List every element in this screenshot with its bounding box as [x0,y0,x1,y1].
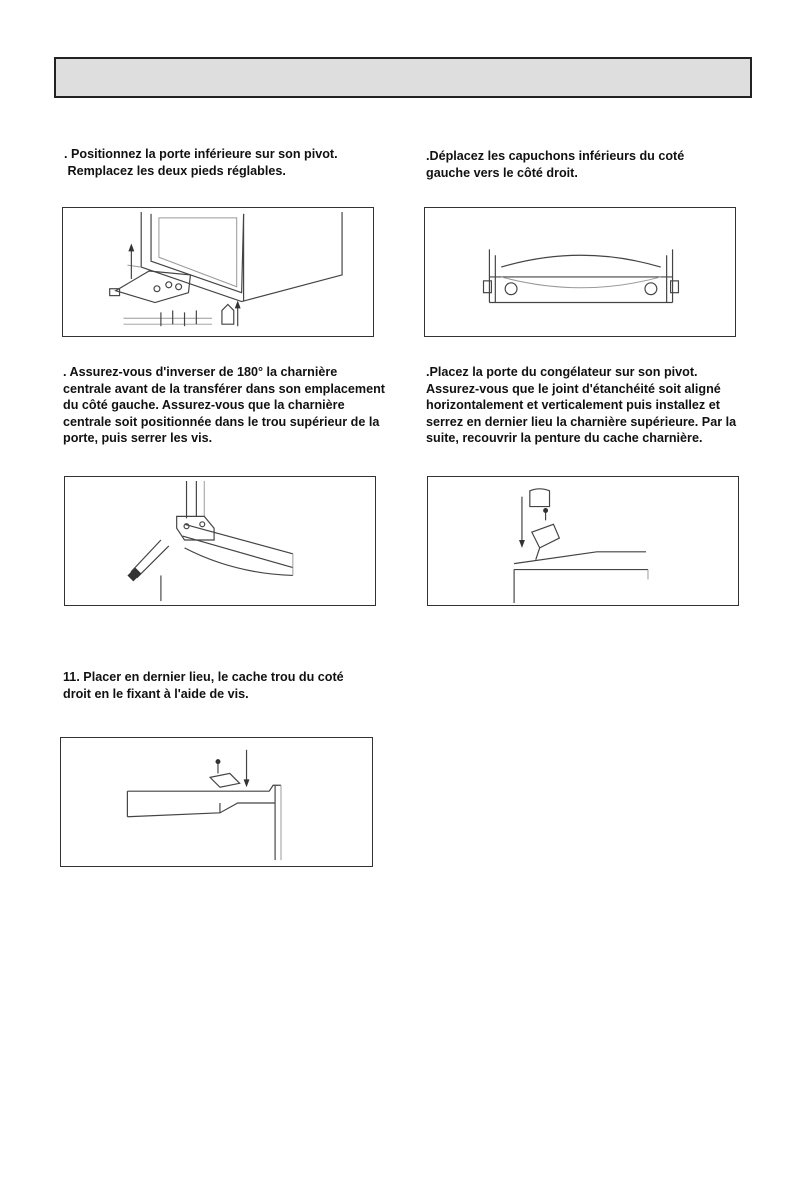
step-line: porte, puis serrer les vis. [63,431,213,445]
step-line: gauche vers le côté droit. [426,165,578,180]
step-line: . Positionnez la porte inférieure sur son pivot. [64,147,338,161]
hole-cover-screw-illustration [60,737,373,867]
step-7-text [64,146,338,179]
lower-door-hinge-and-feet-illustration [62,207,374,337]
step-line: .Déplacez les capuchons inférieurs du coté [426,149,685,163]
step-line: droit en le fixant à l'aide de vis. [63,686,249,701]
header-bar [54,57,752,98]
step-9-text [63,364,385,447]
step-11-text [63,669,344,702]
step-line: serrez en dernier lieu la charnière supérieure. Par la [426,414,737,429]
top-hinge-cover-illustration [427,476,739,606]
step-line: du côté gauche. Assurez-vous que la charnière [63,398,345,412]
middle-hinge-screwdriver-illustration [64,476,376,606]
step-line: . Assurez-vous d'inverser de 180° la charnière [63,365,338,379]
step-line: horizontalement et verticalement puis installez et [426,398,720,412]
step-8-text [426,148,684,181]
bottom-caps-illustration [424,207,736,337]
step-line: .Placez la porte du congélateur sur son pivot. [426,365,698,379]
step-line: 11. Placer en dernier lieu, le cache trou du coté [63,670,344,684]
step-line: centrale avant de la transférer dans son emplacement [63,381,385,396]
step-10-text [426,364,736,447]
step-line: suite, recouvrir la penture du cache charnière. [426,431,703,445]
step-line: Assurez-vous que le joint d'étanchéité soit aligné [426,381,721,396]
step-line: centrale soit positionnée dans le trou supérieur de la [63,414,380,429]
step-line: Remplacez les deux pieds réglables. [64,163,286,178]
